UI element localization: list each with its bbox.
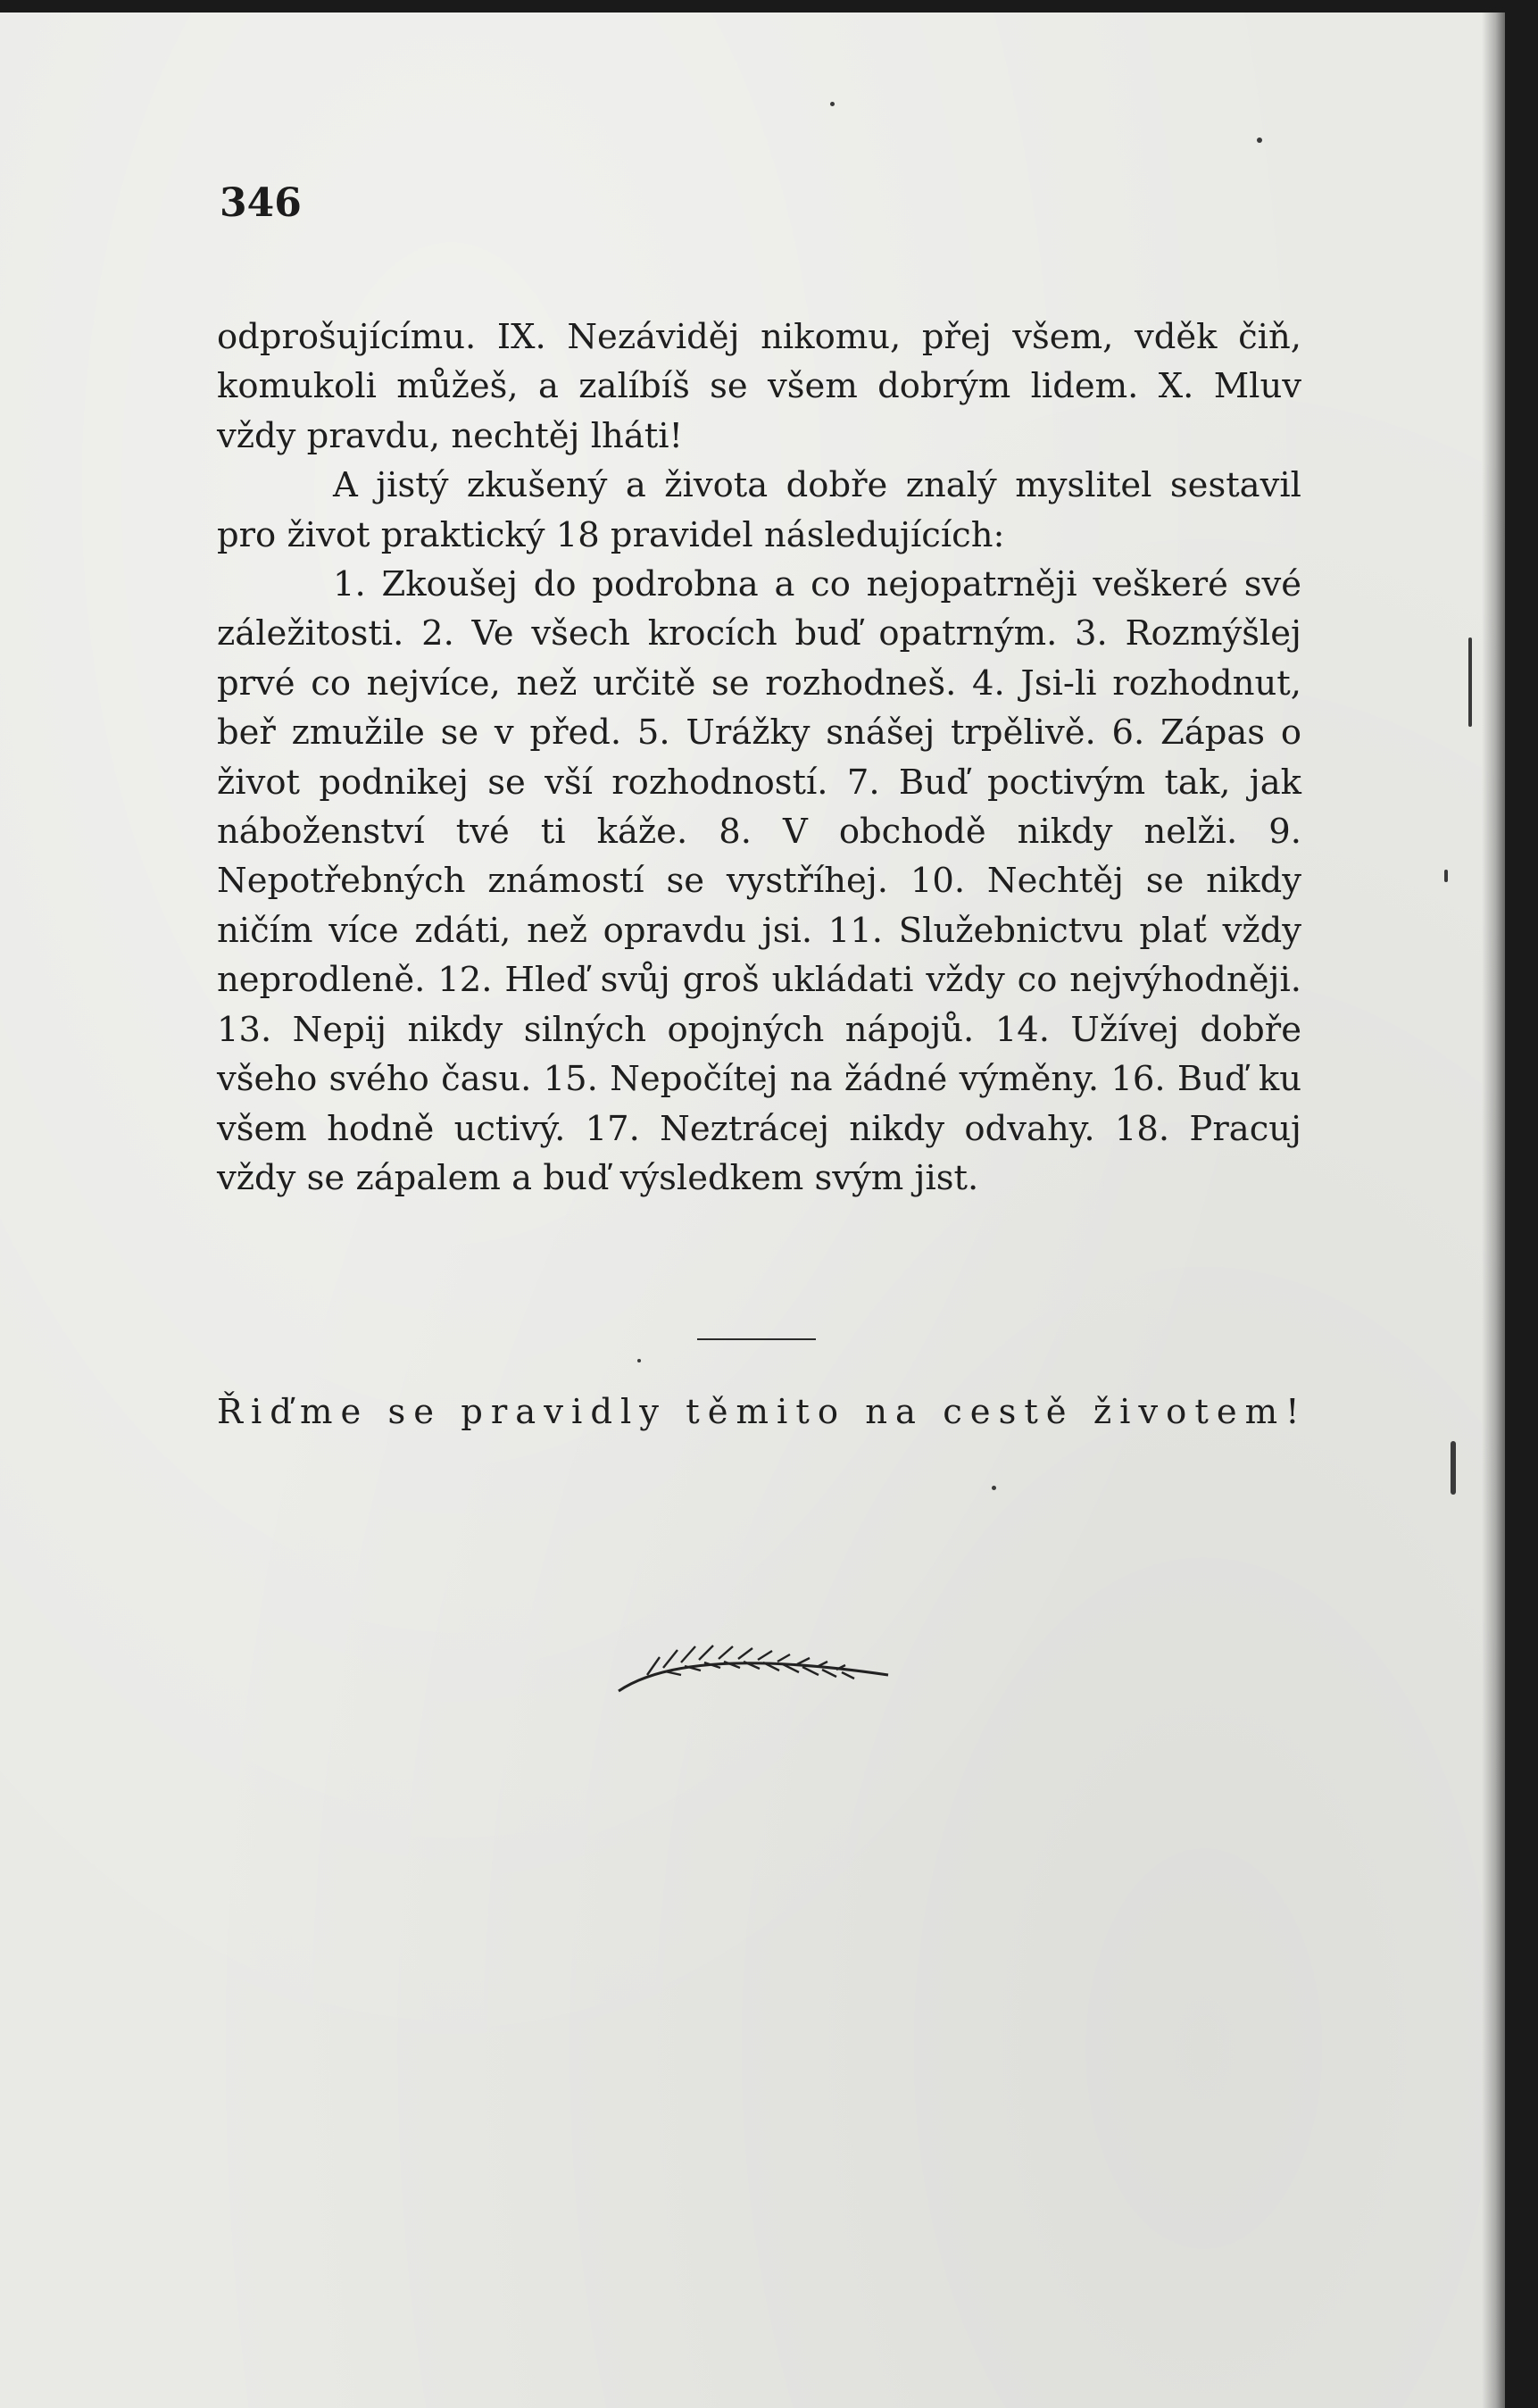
scan-speck (1468, 637, 1472, 727)
paragraph-1: odprošujícímu. IX. Nezáviděj nikomu, přej všem, vděk čiň, komukoli můžeš, a zalíbíš se všem dobrým lidem. X. Mluv vždy pravdu, nechtěj lháti! (217, 317, 1301, 456)
scan-speck (1444, 870, 1448, 882)
body-text (217, 312, 1301, 1203)
scan-speck (830, 102, 835, 106)
paragraph-3-rules-list: 1. Zkoušej do podrobna a co nejopatrněji veškeré své záležitosti. 2. Ve všech krocích buď opatrným. 3. Rozmýšlej prvé co nejvíce, než určitě se rozhodneš. 4. Jsi-li rozhodnut, beř zmužile se v před. 5. Urážky snášej trpělivě. 6. Zápas o život podnikej se vší rozhodností. 7. Buď poctivým tak, jak náboženství tvé ti káže. 8. V obchodě nikdy nelži. 9. Nepotřebných známostí se vystříhej. 10. Nechtěj se nikdy ničím více zdáti, než opravdu jsi. 11. Služebnictvu plať vždy neprodleně. 12. Hleď svůj groš ukládati vždy co nejvýhodněji. 13. Nepij nikdy silných opojných nápojů. 14. Užívej dobře všeho svého času. 15. Nepočítej na žádné výměny. 16. Buď ku všem hodně uctivý. 17. Neztrácej nikdy odvahy. 18. Pracuj vždy se zápalem a buď výsledkem svým jist. (217, 564, 1301, 1198)
closing-line: Řiďme se pravidly těmito na cestě životem! (217, 1392, 1308, 1432)
binding-edge (1482, 12, 1505, 2408)
book-page (0, 12, 1505, 2408)
section-divider (697, 1338, 816, 1340)
paragraph-2: A jistý zkušený a života dobře znalý myslitel sestavil pro život praktický 18 pravidel následujících: (217, 465, 1301, 555)
laurel-branch-icon (611, 1620, 897, 1700)
page-number: 346 (220, 180, 302, 226)
scan-speck (637, 1359, 641, 1362)
scan-speck (1257, 137, 1262, 143)
scan-speck (992, 1486, 996, 1490)
scan-speck (1451, 1441, 1456, 1495)
